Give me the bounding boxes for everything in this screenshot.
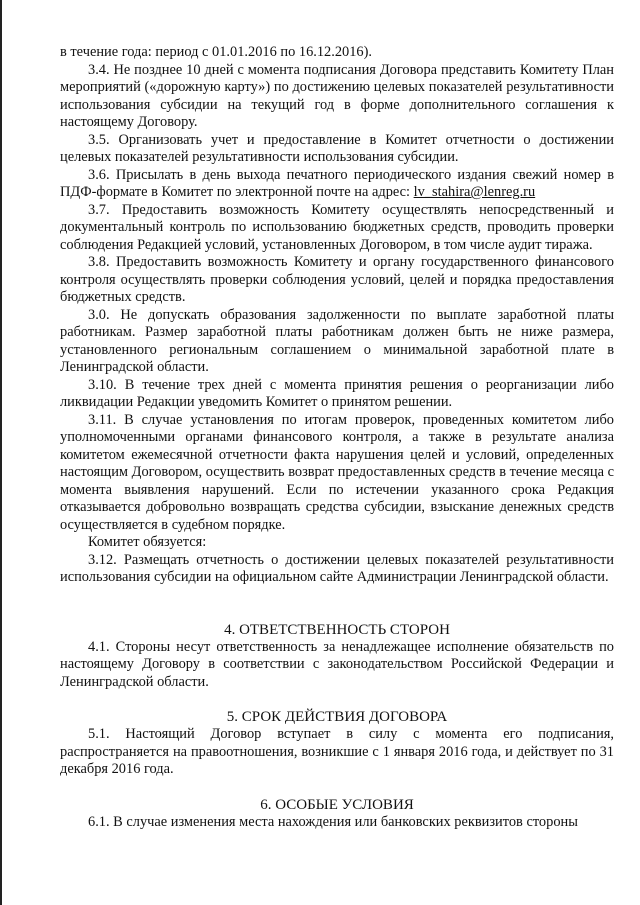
document-body — [60, 44, 614, 831]
paragraph-3-10: 3.10. В течение трех дней с момента принятия решения о реорганизации либо ликвидации Редакции уведомить Комитет о принятом решении. — [60, 376, 614, 410]
scan-edge — [0, 0, 2, 905]
section-4-title: 4. ОТВЕТСТВЕННОСТЬ СТОРОН — [224, 621, 450, 638]
paragraph-3-6-text: 3.6. Присылать в день выхода печатного периодического издания свежий номер в ПДФ-формате в Комитет по электронной почте на адрес: — [60, 166, 614, 200]
section-6-title: 6. ОСОБЫЕ УСЛОВИЯ — [260, 796, 414, 813]
paragraph-3-9: 3.0. Не допускать образования задолженности по выплате заработной платы работникам. Размер заработной платы работникам должен быть не ниже размера, установленного региональным соглашением о минимальной заработной плате в Ленинградской области. — [60, 306, 614, 375]
paragraph-3-8: 3.8. Предоставить возможность Комитету и органу государственного финансового контроля осуществлять проверки соблюдения условий, целей и порядка предоставления бюджетных средств. — [60, 254, 614, 305]
section-5-title: 5. СРОК ДЕЙСТВИЯ ДОГОВОРА — [226, 709, 448, 725]
paragraph-3-12: 3.12. Размещать отчетность о достижении целевых показателей результативности использования субсидии на официальном сайте Администрации Ленинградской области. — [60, 551, 614, 585]
paragraph-3-5: 3.5. Организовать учет и предоставление в Комитет отчетности о достижении целевых показателей результативности использования субсидии. — [60, 131, 614, 165]
paragraph-period: в течение года: период с 01.01.2016 по 16.12.2016). — [60, 44, 373, 60]
paragraph-3-6 — [60, 167, 614, 202]
paragraph-3-7: 3.7. Предоставить возможность Комитету осуществлять непосредственный и документальный контроль по использованию бюджетных средств, проводить проверки соблюдения Редакцией условий, установленных Договором, в том числе аудит тиража. — [60, 201, 614, 253]
paragraph-4-1: 4.1. Стороны несут ответственность за ненадлежащее исполнение обязательств по настоящему Договору в соответствии с законодательством Российской Федерации и Ленинградской области. — [60, 638, 614, 690]
committee-obligations: Комитет обязуется: — [88, 534, 207, 550]
paragraph-3-4: 3.4. Не позднее 10 дней с момента подписания Договора представить Комитету План мероприятий («дорожную карту») по достижению целевых показателей результативности использования субсидии на текущий год в форме дополнительного соглашения к настоящему Договору. — [60, 61, 614, 130]
email-link[interactable]: lv_stahira@lenreg.ru — [413, 184, 536, 200]
paragraph-5-1: 5.1. Настоящий Договор вступает в силу с момента его подписания, распространяется на правоотношения, возникшие с 1 января 2016 года, и действует по 31 декабря 2016 года. — [60, 726, 614, 777]
paragraph-6-1: 6.1. В случае изменения места нахождения или банковских реквизитов стороны — [88, 813, 578, 830]
paragraph-3-11: 3.11. В случае установления по итогам проверок, проведенных комитетом либо уполномоченными органами финансового контроля, а также в результате анализа комитетом ежемесячной отчетности факта нарушения целей и условий, определенных настоящим Договором, осуществить возврат предоставленных средств в течение месяца с момента выявления нарушений. Если по истечении указанного срока Редакция отказывается добровольно возвращать средства субсидии, взыскание денежных средств осуществляется в судебном порядке. — [60, 411, 614, 533]
